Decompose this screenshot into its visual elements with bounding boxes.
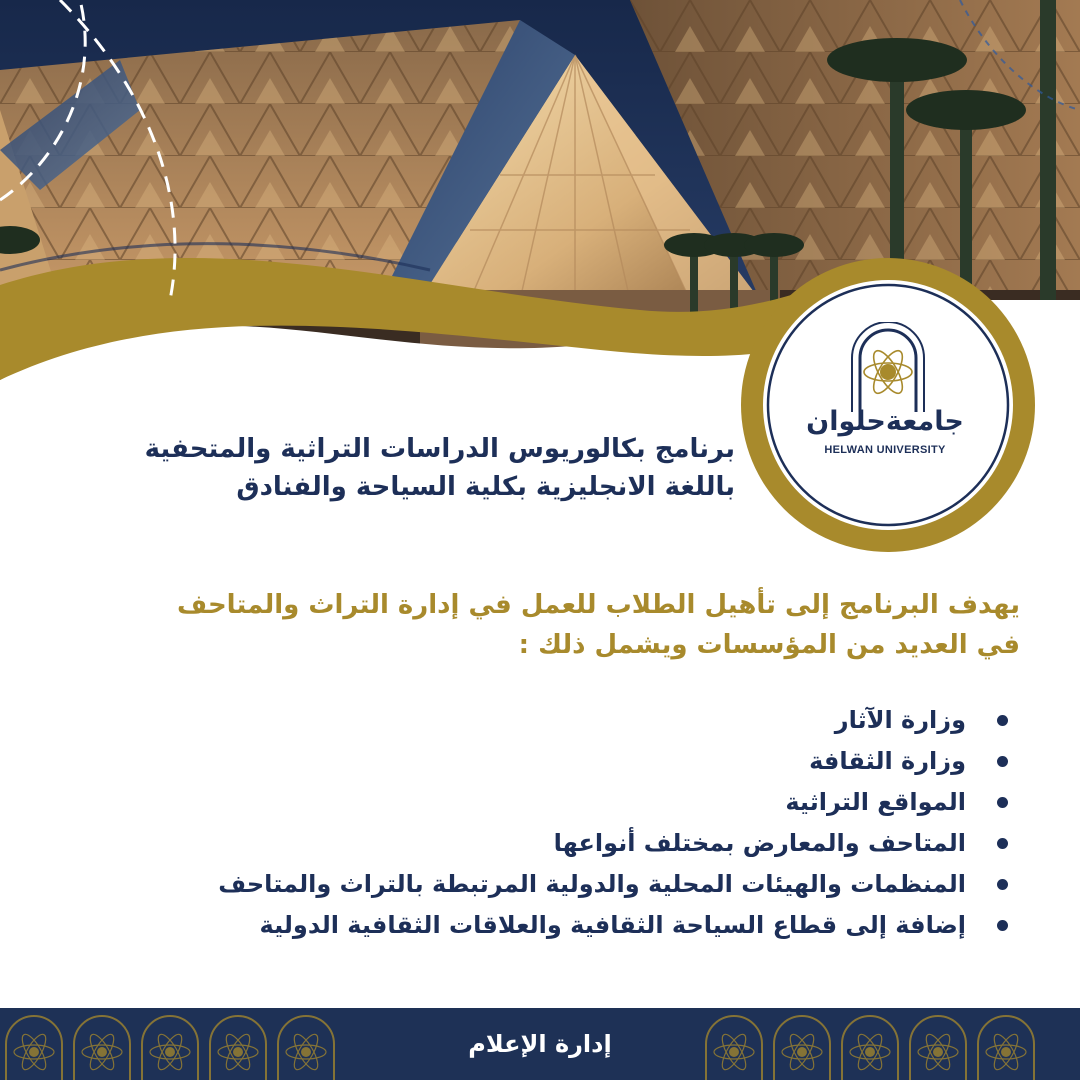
bullet-icon [997,756,1008,767]
bullet-icon [997,920,1008,931]
logo-arabic-name: جامعةحلوان [806,406,964,437]
list-item: المتاحف والمعارض بمختلف أنواعها [48,823,1008,864]
intro-line-2: في العديد من المؤسسات ويشمل ذلك : [518,630,1020,660]
university-logo [795,405,975,457]
program-intro [60,585,1020,665]
bullet-icon [997,715,1008,726]
title-line-1: برنامج بكالوريوس الدراسات التراثية والمتحفية [144,434,735,464]
list-item: وزارة الثقافة [48,741,1008,782]
list-item: المواقع التراثية [48,782,1008,823]
list-item: إضافة إلى قطاع السياحة الثقافية والعلاقات الثقافية الدولية [48,905,1008,946]
intro-line-1: يهدف البرنامج إلى تأهيل الطلاب للعمل في إدارة التراث والمتاحف [176,590,1020,620]
title-line-2: باللغة الانجليزية بكلية السياحة والفنادق [236,472,735,502]
program-title [55,430,735,506]
logo-english-name: HELWAN UNIVERSITY [824,444,946,456]
bullet-icon [997,879,1008,890]
list-item: وزارة الآثار [48,700,1008,741]
footer-media-office-label: إدارة الإعلام [468,1030,612,1058]
bullet-icon [997,797,1008,808]
bullet-icon [997,838,1008,849]
list-item: المنظمات والهيئات المحلية والدولية المرتبطة بالتراث والمتاحف [48,864,1008,905]
institutions-list [48,700,1008,946]
atom-arch-emblem-icon [838,322,938,412]
